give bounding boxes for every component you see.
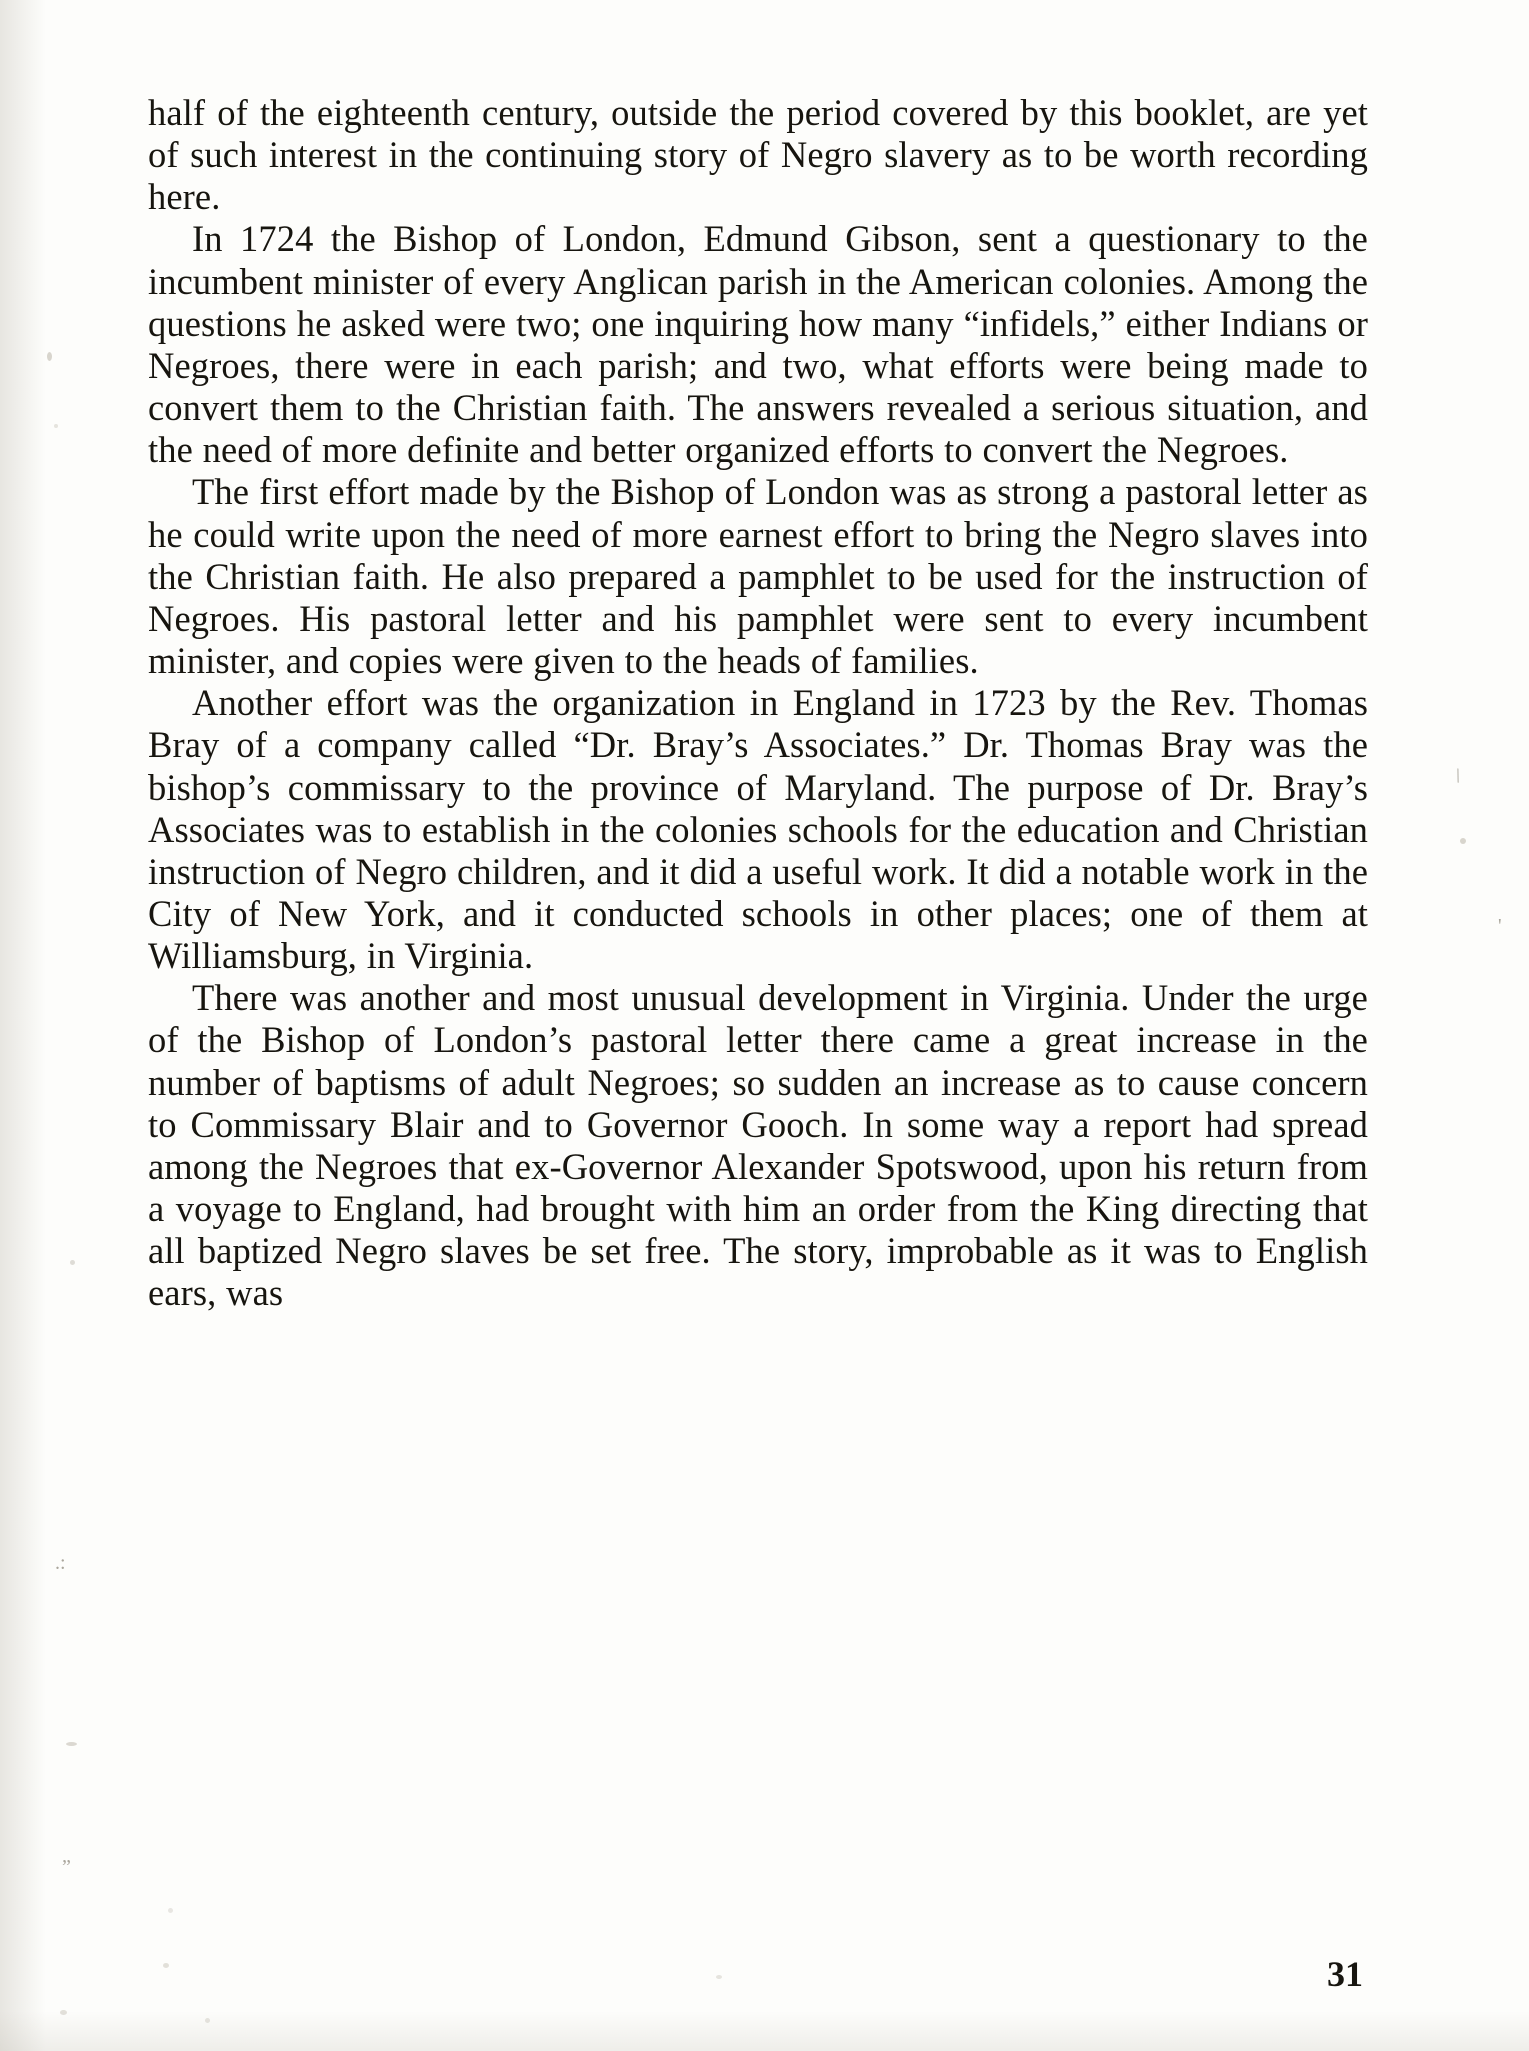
- paragraph: The first effort made by the Bishop of London was as strong a pastoral letter as he could write upon the need of more earnest effort to bring the Negro slaves into the Christian faith. He also prepared a pamphlet to be used for the instruction of Negroes. His pastoral letter and his pamphlet were sent to every incumbent minister, and copies were given to the heads of families.: [148, 471, 1368, 682]
- scan-speck: [60, 2010, 67, 2015]
- scan-speck: [205, 2018, 210, 2023]
- scan-speck: [47, 352, 52, 361]
- scan-speck: [66, 1742, 77, 1746]
- paragraph: half of the eighteenth century, outside the period covered by this booklet, are yet of such interest in the continuing story of Negro slavery as to be worth recording here.: [148, 92, 1368, 218]
- scan-speck-mark: \: [1451, 764, 1464, 788]
- scan-speck: [1460, 838, 1466, 844]
- page-left-edge-shading: [0, 0, 46, 2051]
- paragraph: In 1724 the Bishop of London, Edmund Gibson, sent a questionary to the incumbent minister of every Anglican parish in the American colonies. Among the questions he asked were two; one inquiring how many “infidels,” either Indians or Negroes, there were in each parish; and two, what efforts were being made to convert them to the Christian faith. The answers revealed a serious situation, and the need of more definite and better organized efforts to convert the Negroes.: [148, 218, 1368, 471]
- paragraph: There was another and most unusual development in Virginia. Under the urge of the Bishop of London’s pastoral letter there came a great increase in the number of baptisms of adult Negroes; so sudden an increase as to cause concern to Commissary Blair and to Governor Gooch. In some way a report had spread among the Negroes that ex-Governor Alexander Spotswood, upon his return from a voyage to England, had brought with him an order from the King directing that all baptized Negro slaves be set free. The story, improbable as it was to English ears, was: [148, 977, 1368, 1314]
- scan-speck: [54, 424, 58, 428]
- scan-speck-mark: „: [62, 1845, 71, 1867]
- paragraph: Another effort was the organization in England in 1723 by the Rev. Thomas Bray of a company called “Dr. Bray’s Associates.” Dr. Thomas Bray was the bishop’s commissary to the province of Maryland. The purpose of Dr. Bray’s Associates was to establish in the colonies schools for the education and Christian instruction of Negro children, and it did a useful work. It did a notable work in the City of New York, and it conducted schools in other places; one of them at Williamsburg, in Virginia.: [148, 682, 1368, 977]
- scan-speck: [70, 1260, 75, 1265]
- scan-speck-mark: .:: [55, 1552, 66, 1574]
- body-text-block: [148, 92, 1368, 1315]
- scan-speck-mark: ': [1498, 915, 1502, 937]
- scan-speck: [716, 1975, 722, 1979]
- page-number: 31: [1327, 1954, 1363, 1994]
- scan-speck: [168, 1908, 173, 1913]
- page-bottom-edge-shading: [0, 2011, 1529, 2051]
- scan-speck: [163, 1963, 169, 1968]
